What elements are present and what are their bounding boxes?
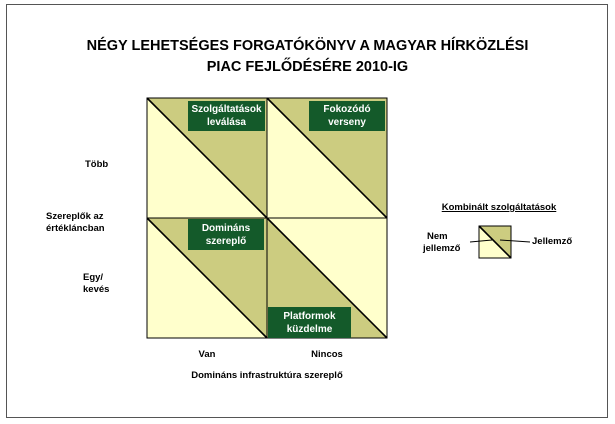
title-line-1: NÉGY LEHETSÉGES FORGATÓKÖNYV A MAGYAR HÍRKÖZLÉSI (86, 38, 529, 54)
tag-bottom-right-line2: küzdelme (286, 323, 333, 335)
tag-top-left-line2: leválása (207, 117, 246, 128)
legend-right-label: Jellemző (532, 236, 573, 247)
y-axis-label-line1: Szereplők az (46, 211, 104, 222)
tag-bottom-right-line1: Platformok (283, 310, 336, 322)
quadrant-tag-bottom-right (268, 307, 351, 338)
y-bottom-label-line1: Egy/ (83, 272, 104, 283)
tag-bottom-left-line2: szereplő (205, 235, 247, 247)
y-top-label: Több (85, 159, 109, 170)
x-left-label: Van (198, 349, 216, 360)
legend-left-line1: Nem (427, 231, 448, 242)
title-line-2: PIAC FEJLŐDÉSÉRE 2010-IG (206, 59, 409, 75)
y-bottom-label (83, 272, 109, 296)
legend-left-line2: jellemző (423, 243, 461, 254)
x-right-label: Nincos (311, 349, 343, 360)
tag-top-right-line1: Fokozódó (323, 104, 371, 115)
legend-title: Kombinált szolgáltatások (441, 202, 557, 213)
x-axis-label: Domináns infrastruktúra szereplő (191, 370, 343, 381)
legend-left-label (423, 231, 461, 255)
y-bottom-label-line2: kevés (83, 284, 110, 295)
y-axis-label-line2: értékláncban (46, 223, 105, 234)
tag-top-left-line1: Szolgáltatások (191, 104, 262, 115)
y-axis-label (46, 211, 105, 235)
quadrant-tag-bottom-left (188, 219, 264, 250)
quadrant-tag-top-right (309, 101, 385, 131)
tag-top-right-line2: verseny (328, 117, 366, 128)
quadrant-tag-top-left (188, 101, 265, 131)
tag-bottom-left-line1: Domináns (201, 222, 251, 234)
